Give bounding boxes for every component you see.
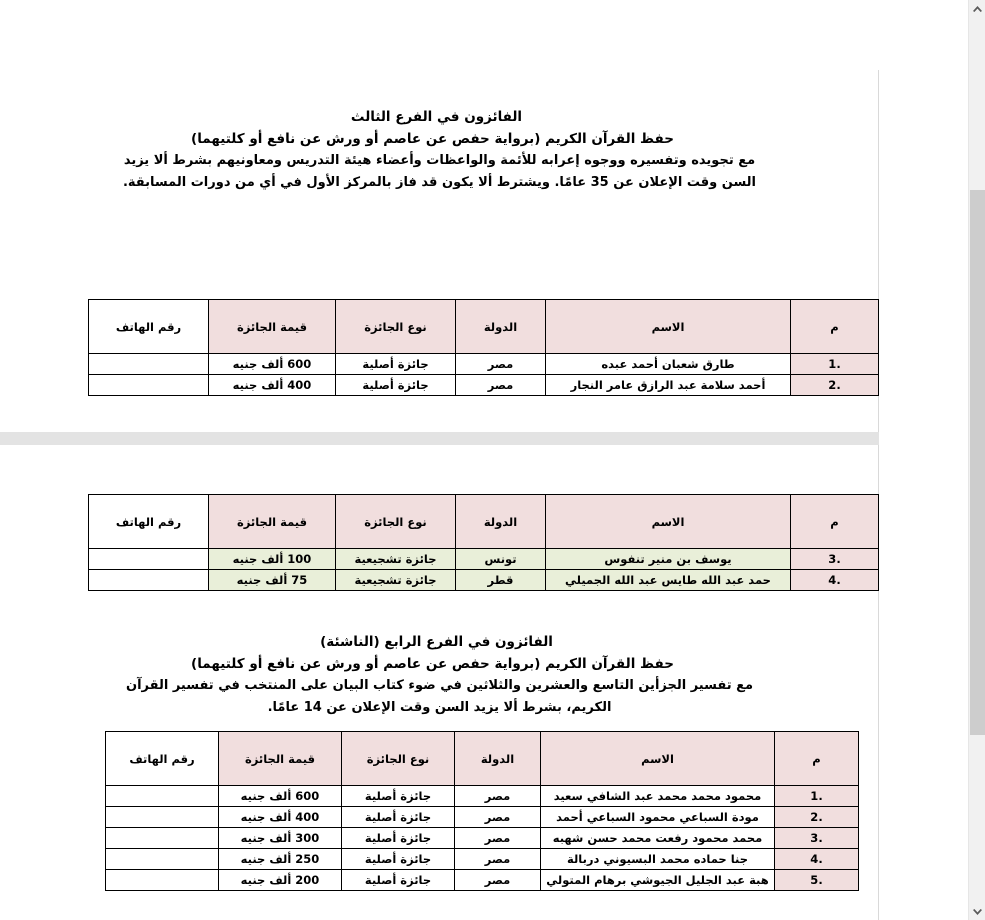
column-header-phone: رقم الهاتف xyxy=(89,300,209,354)
cell-phone xyxy=(89,549,209,570)
section-body-line-2: السن وقت الإعلان عن 35 عامًا. ويشترط ألا يكون قد فاز بالمركز الأول في أي من دورات المسابقة. xyxy=(122,175,757,190)
cell-phone xyxy=(106,807,219,828)
cell-country: مصر xyxy=(455,828,541,849)
cell-prize-value: 600 ألف جنيه xyxy=(209,354,336,375)
section-body-line-2: الكريم، بشرط ألا يزيد السن وقت الإعلان عن 14 عامًا. xyxy=(267,700,612,715)
document-page-2 xyxy=(0,445,879,920)
table-row xyxy=(106,849,859,870)
cell-country: مصر xyxy=(455,849,541,870)
column-header-country: الدولة xyxy=(456,495,546,549)
cell-country: مصر xyxy=(455,786,541,807)
cell-name: حمد عبد الله طايس عبد الله الجميلي xyxy=(546,570,791,591)
table-row xyxy=(106,807,859,828)
section-title: الفائزون في الفرع الثالث xyxy=(350,109,523,125)
column-header-country: الدولة xyxy=(456,300,546,354)
cell-country: قطر xyxy=(456,570,546,591)
cell-index: .3 xyxy=(791,549,879,570)
cell-prize-value: 400 ألف جنيه xyxy=(219,807,342,828)
document-page-1 xyxy=(0,70,879,432)
cell-name: هبة عبد الجليل الجيوشي برهام المتولي xyxy=(541,870,775,891)
cell-index: .2 xyxy=(791,375,879,396)
table-header-row xyxy=(106,732,859,786)
cell-country: مصر xyxy=(456,354,546,375)
cell-prize-type: جائزة أصلية xyxy=(342,786,455,807)
section-heading-branch-three xyxy=(0,106,879,194)
column-header-index: م xyxy=(775,732,859,786)
column-header-name: الاسم xyxy=(541,732,775,786)
cell-prize-type: جائزة أصلية xyxy=(336,375,456,396)
column-header-prize-type: نوع الجائزة xyxy=(342,732,455,786)
cell-prize-value: 300 ألف جنيه xyxy=(219,828,342,849)
cell-name: يوسف بن منير تنفوس xyxy=(546,549,791,570)
winners-table-branch-three xyxy=(88,299,879,396)
cell-name: مودة السباعي محمود السباعي أحمد xyxy=(541,807,775,828)
cell-prize-value: 600 ألف جنيه xyxy=(219,786,342,807)
cell-prize-value: 100 ألف جنيه xyxy=(209,549,336,570)
table-row xyxy=(89,354,879,375)
table-row xyxy=(89,549,879,570)
vertical-scrollbar[interactable] xyxy=(968,0,985,920)
table-header-row xyxy=(89,495,879,549)
cell-phone xyxy=(89,570,209,591)
cell-prize-value: 200 ألف جنيه xyxy=(219,870,342,891)
page-separator xyxy=(0,432,879,445)
section-subtitle: حفظ القرآن الكريم (برواية حفص عن عاصم أو ورش عن نافع أو كلتيهما) xyxy=(191,131,674,147)
table-header-row xyxy=(89,300,879,354)
cell-index: .3 xyxy=(775,828,859,849)
cell-prize-type: جائزة تشجيعية xyxy=(336,549,456,570)
column-header-prize-type: نوع الجائزة xyxy=(336,300,456,354)
section-body-line-1: مع تجويده وتفسيره ووجوه إعرابه للأئمة والواعظات وأعضاء هيئة التدريس ومعاونيهم بشرط ألا يزيد xyxy=(123,153,756,168)
cell-name: جنا حماده محمد البسيوني دربالة xyxy=(541,849,775,870)
table-row xyxy=(106,828,859,849)
column-header-name: الاسم xyxy=(546,300,791,354)
cell-prize-type: جائزة أصلية xyxy=(342,870,455,891)
cell-prize-value: 250 ألف جنيه xyxy=(219,849,342,870)
scrollbar-thumb[interactable] xyxy=(970,190,985,735)
cell-index: .2 xyxy=(775,807,859,828)
cell-phone xyxy=(106,849,219,870)
cell-index: .4 xyxy=(791,570,879,591)
column-header-prize-value: قيمة الجائزة xyxy=(209,495,336,549)
cell-index: .1 xyxy=(791,354,879,375)
cell-name: محمد محمود رفعت محمد حسن شهبه xyxy=(541,828,775,849)
cell-index: .1 xyxy=(775,786,859,807)
cell-prize-type: جائزة أصلية xyxy=(342,849,455,870)
cell-index: .4 xyxy=(775,849,859,870)
cell-name: أحمد سلامة عبد الرازق عامر النجار xyxy=(546,375,791,396)
cell-phone xyxy=(106,828,219,849)
cell-prize-type: جائزة أصلية xyxy=(342,828,455,849)
cell-prize-type: جائزة أصلية xyxy=(336,354,456,375)
cell-prize-value: 400 ألف جنيه xyxy=(209,375,336,396)
cell-prize-value: 75 ألف جنيه xyxy=(209,570,336,591)
section-body-line-1: مع تفسير الجزأين التاسع والعشرين والثلاثين في ضوء كتاب البيان على المنتخب في تفسير القرآن xyxy=(125,678,754,693)
cell-country: مصر xyxy=(456,375,546,396)
cell-prize-type: جائزة أصلية xyxy=(342,807,455,828)
table-row xyxy=(89,375,879,396)
scroll-down-arrow-icon[interactable] xyxy=(969,903,985,920)
cell-phone xyxy=(106,786,219,807)
cell-phone xyxy=(89,375,209,396)
cell-country: مصر xyxy=(455,870,541,891)
cell-phone xyxy=(106,870,219,891)
column-header-name: الاسم xyxy=(546,495,791,549)
winners-table-branch-three-continued xyxy=(88,494,879,591)
column-header-prize-type: نوع الجائزة xyxy=(336,495,456,549)
section-subtitle: حفظ القرآن الكريم (برواية حفص عن عاصم أو ورش عن نافع أو كلتيهما) xyxy=(191,656,674,672)
winners-table-branch-four xyxy=(105,731,859,891)
scroll-up-arrow-icon[interactable] xyxy=(969,0,985,17)
cell-country: تونس xyxy=(456,549,546,570)
table-row xyxy=(106,870,859,891)
column-header-phone: رقم الهاتف xyxy=(89,495,209,549)
section-title: الفائزون في الفرع الرابع (الناشئة) xyxy=(320,634,553,650)
column-header-prize-value: قيمة الجائزة xyxy=(209,300,336,354)
cell-phone xyxy=(89,354,209,375)
cell-prize-type: جائزة تشجيعية xyxy=(336,570,456,591)
column-header-index: م xyxy=(791,300,879,354)
cell-index: .5 xyxy=(775,870,859,891)
table-row xyxy=(106,786,859,807)
column-header-phone: رقم الهاتف xyxy=(106,732,219,786)
cell-country: مصر xyxy=(455,807,541,828)
cell-name: محمود محمد محمد عبد الشافي سعيد xyxy=(541,786,775,807)
column-header-country: الدولة xyxy=(455,732,541,786)
section-heading-branch-four xyxy=(0,631,879,719)
cell-name: طارق شعبان أحمد عبده xyxy=(546,354,791,375)
table-row xyxy=(89,570,879,591)
column-header-prize-value: قيمة الجائزة xyxy=(219,732,342,786)
column-header-index: م xyxy=(791,495,879,549)
